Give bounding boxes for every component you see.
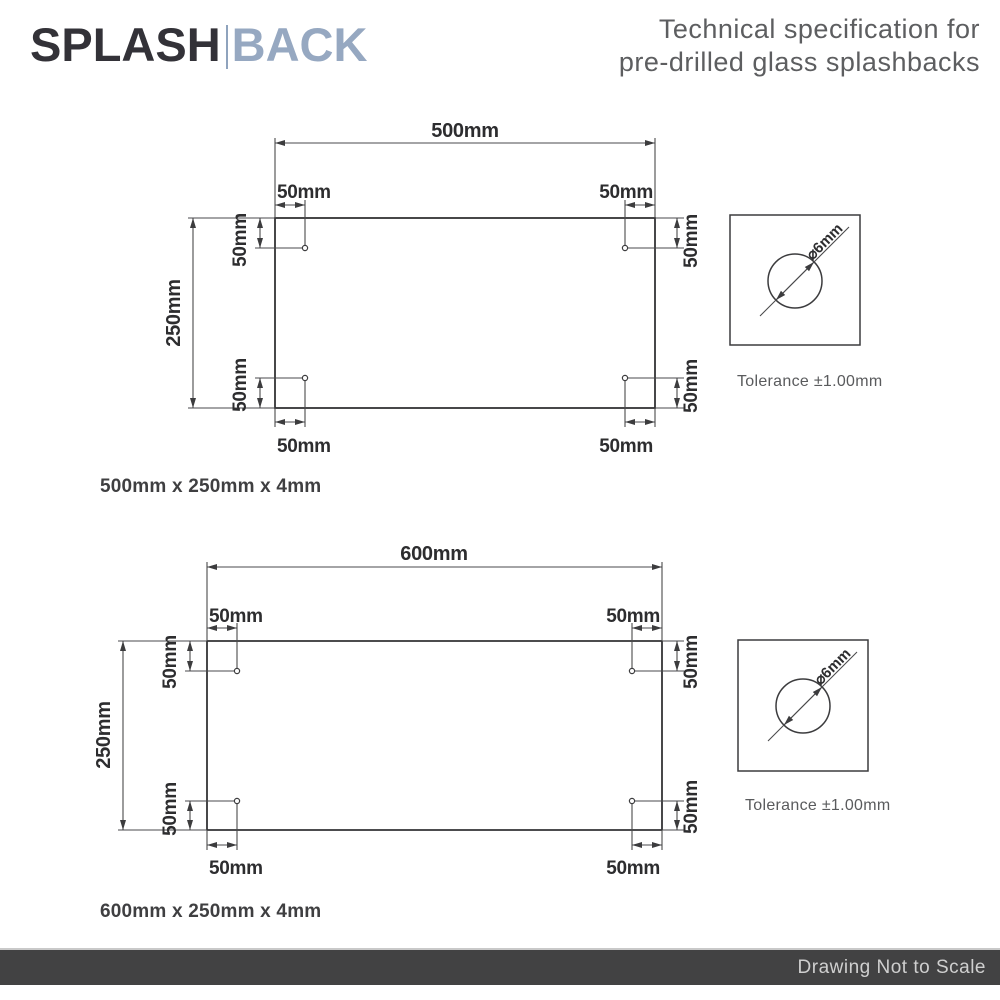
dim-label-hole-offset-right-upper-500: 50mm xyxy=(681,214,702,268)
tolerance-note-600: Tolerance ±1.00mm xyxy=(745,797,891,814)
drawing-line xyxy=(622,245,627,250)
diagram-600mm-panel xyxy=(93,543,702,879)
footer-note: Drawing Not to Scale xyxy=(797,957,986,978)
dim-label-overall-width-500: 500mm xyxy=(431,120,499,142)
dim-label-hole-offset-right-lower-500: 50mm xyxy=(681,359,702,413)
dim-label-hole-offset-left-upper-600: 50mm xyxy=(160,635,181,689)
caption-500mm-panel: 500mm x 250mm x 4mm xyxy=(100,476,322,497)
dim-label-hole-offset-top-right-600: 50mm xyxy=(606,606,660,627)
page-title-line1: Technical specification for xyxy=(658,14,980,44)
dim-label-hole-diameter-500: ⌀6mm xyxy=(803,220,847,264)
diagram-500mm-panel xyxy=(163,120,702,457)
drawing-line xyxy=(629,798,634,803)
extension-lines-600 xyxy=(118,562,684,850)
glass-panel-500 xyxy=(275,218,655,408)
dim-label-hole-offset-right-upper-600: 50mm xyxy=(681,635,702,689)
drawing-line xyxy=(784,706,803,725)
caption-600mm-panel: 600mm x 250mm x 4mm xyxy=(100,901,322,922)
dim-label-hole-offset-left-lower-500: 50mm xyxy=(230,358,251,412)
drawing-line xyxy=(302,375,307,380)
dim-label-hole-offset-left-lower-600: 50mm xyxy=(160,782,181,836)
dim-label-hole-offset-bottom-right-600: 50mm xyxy=(606,858,660,879)
drawing-line xyxy=(302,245,307,250)
dim-label-overall-height-500: 250mm xyxy=(163,279,185,347)
dim-label-hole-offset-bottom-left-500: 50mm xyxy=(277,436,331,457)
dim-label-hole-offset-bottom-left-600: 50mm xyxy=(209,858,263,879)
tolerance-note-500: Tolerance ±1.00mm xyxy=(737,373,883,390)
page-title-line2: pre-drilled glass splashbacks xyxy=(618,47,980,77)
dim-label-overall-height-600: 250mm xyxy=(93,701,115,769)
drill-holes-500 xyxy=(302,245,627,380)
dim-label-hole-offset-bottom-right-500: 50mm xyxy=(599,436,653,457)
logo-splash: SPLASH xyxy=(30,18,221,71)
dim-label-hole-offset-top-left-600: 50mm xyxy=(209,606,263,627)
drawing-line xyxy=(234,798,239,803)
drawing-line xyxy=(629,668,634,673)
drill-holes-600 xyxy=(234,668,634,803)
dim-label-hole-offset-right-lower-600: 50mm xyxy=(681,780,702,834)
drawing-line xyxy=(803,687,822,706)
dim-label-hole-offset-top-left-500: 50mm xyxy=(277,182,331,203)
dim-label-hole-offset-left-upper-500: 50mm xyxy=(230,213,251,267)
logo-back: BACK xyxy=(231,18,368,71)
drawing-line xyxy=(234,668,239,673)
drawing-line xyxy=(776,281,795,300)
dim-label-hole-offset-top-right-500: 50mm xyxy=(599,182,653,203)
dim-label-hole-diameter-600: ⌀6mm xyxy=(811,645,855,689)
hole-detail-600 xyxy=(738,640,891,814)
hole-detail-500 xyxy=(730,215,883,390)
dim-label-overall-width-600: 600mm xyxy=(400,543,468,565)
drawing-line xyxy=(622,375,627,380)
footer-bar xyxy=(0,948,1000,985)
glass-panel-600 xyxy=(207,641,662,830)
drawing-line xyxy=(795,262,814,281)
